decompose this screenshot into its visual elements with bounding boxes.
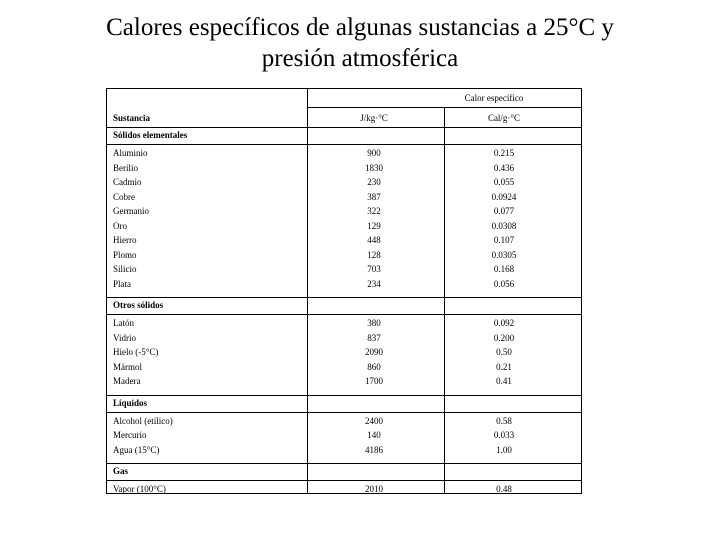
jkg-cell: 860: [367, 361, 381, 372]
header-jkg: J/kg·°C: [360, 113, 388, 123]
substance-cell: Plata: [113, 278, 131, 289]
cal-cell: 0.58: [496, 415, 512, 426]
cal-cell: 0.215: [493, 148, 515, 158]
section-divider: [107, 480, 581, 481]
section-divider: [107, 144, 581, 145]
substance-cell: Cobre: [113, 191, 135, 202]
jkg-cell: 1830: [365, 162, 383, 173]
header-cal: Cal/g·°C: [487, 113, 521, 123]
substance-cell: Madera: [113, 376, 141, 386]
cal-cell: 0.50: [496, 347, 512, 357]
column-divider-2: [444, 107, 445, 493]
section-divider: [107, 297, 581, 298]
substance-cell: Aluminio: [113, 148, 148, 158]
substance-cell: Hierro: [113, 235, 137, 245]
substance-cell: Mármol: [113, 361, 142, 372]
header-substance: Sustancia: [113, 113, 151, 123]
section-title: Otros sólidos: [113, 300, 164, 310]
jkg-cell: 2010: [365, 484, 383, 494]
substance-cell: Plomo: [113, 249, 137, 260]
jkg-cell: 387: [367, 191, 381, 202]
substance-cell: Berilio: [113, 162, 138, 173]
substance-cell: Germanio: [113, 206, 149, 216]
cal-cell: 0.033: [493, 430, 515, 440]
jkg-cell: 900: [367, 148, 381, 158]
page-title: [0, 12, 720, 74]
jkg-cell: 322: [367, 206, 381, 216]
section-divider: [107, 463, 581, 464]
section-divider: [107, 412, 581, 413]
cal-cell: 0.0308: [491, 220, 517, 231]
jkg-cell: 128: [367, 249, 381, 260]
cal-cell: 0.168: [493, 264, 515, 274]
jkg-cell: 380: [367, 318, 381, 328]
substance-cell: Alcohol (etílico): [113, 415, 173, 426]
section-divider: [107, 314, 581, 315]
section-divider: [107, 395, 581, 396]
section-title: Gas: [113, 466, 129, 476]
section-divider: [107, 127, 581, 128]
section-title: Líquidos: [113, 397, 148, 408]
jkg-cell: 230: [367, 177, 381, 187]
cal-cell: 0.056: [493, 278, 515, 289]
substance-cell: Vidrio: [113, 332, 136, 343]
jkg-cell: 4186: [365, 444, 383, 455]
substance-cell: Latón: [113, 318, 134, 328]
jkg-cell: 1700: [365, 376, 383, 386]
substance-cell: Agua (15°C): [113, 444, 160, 455]
jkg-cell: 2090: [365, 347, 383, 357]
column-divider-1: [307, 89, 308, 493]
cal-cell: 1.00: [496, 444, 512, 455]
cal-cell: 0.077: [493, 206, 515, 216]
cal-cell: 0.21: [496, 361, 512, 372]
specific-heat-table: [106, 88, 582, 494]
cal-cell: 0.092: [493, 318, 515, 328]
header-group-label: Calor específico: [464, 93, 524, 103]
jkg-cell: 234: [367, 278, 381, 289]
jkg-cell: 129: [367, 220, 381, 231]
jkg-cell: 703: [367, 264, 381, 274]
cal-cell: 0.0924: [491, 191, 517, 202]
title-line-1: Calores específicos de algunas sustancias a 25°C y: [106, 14, 614, 41]
substance-cell: Cadmio: [113, 177, 142, 187]
substance-cell: Vapor (100°C): [113, 484, 166, 494]
substance-cell: Silicio: [113, 264, 137, 274]
cal-cell: 0.200: [493, 332, 515, 343]
cal-cell: 0.436: [493, 162, 515, 173]
jkg-cell: 448: [367, 235, 381, 245]
jkg-cell: 837: [367, 332, 381, 343]
cal-cell: 0.0305: [491, 249, 517, 260]
cal-cell: 0.055: [493, 177, 515, 187]
substance-cell: Hielo (-5°C): [113, 347, 159, 357]
cal-cell: 0.48: [496, 484, 512, 494]
title-line-2: presión atmosférica: [261, 45, 459, 72]
substance-cell: Mercurio: [113, 430, 147, 440]
section-title: Sólidos elementales: [113, 130, 188, 140]
cal-cell: 0.41: [496, 376, 512, 386]
substance-cell: Oro: [113, 220, 127, 231]
cal-cell: 0.107: [493, 235, 515, 245]
jkg-cell: 140: [367, 430, 381, 440]
jkg-cell: 2400: [365, 415, 383, 426]
